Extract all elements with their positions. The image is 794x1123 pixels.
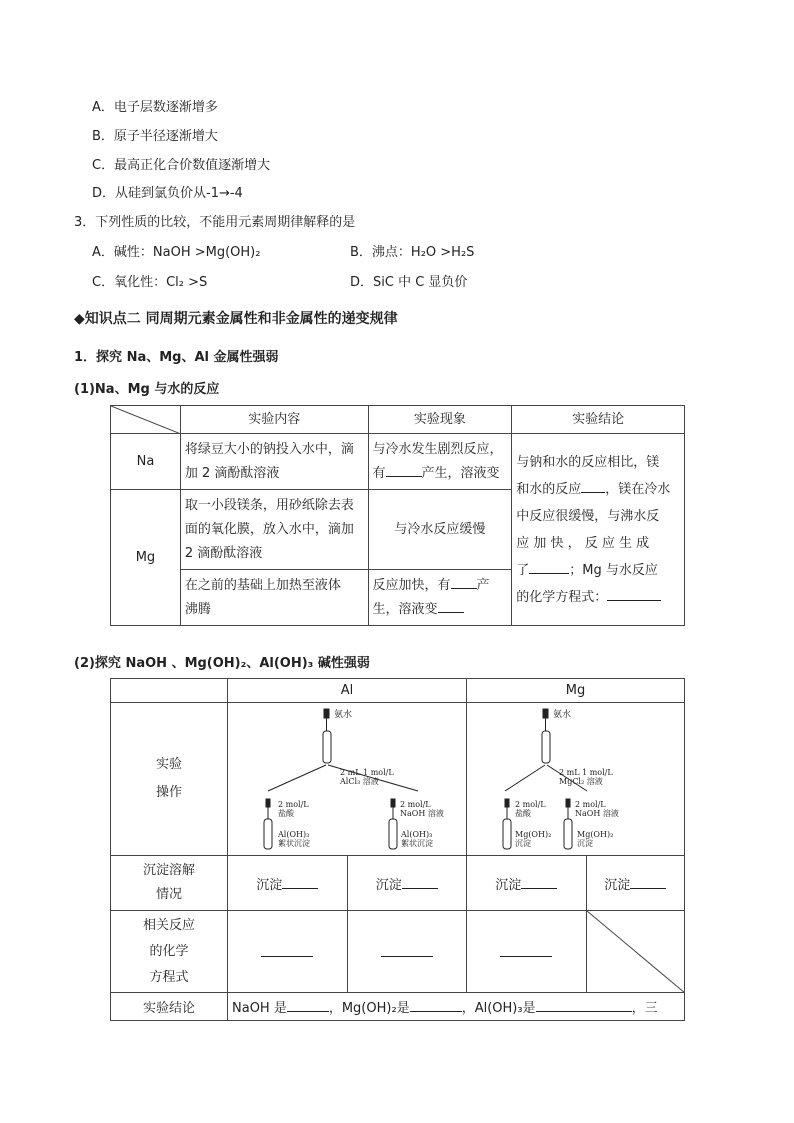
mg-hcl-dissolve: 沉淀 [467,856,587,911]
al-naoh-equation [347,911,467,993]
al-naoh-dissolve: 沉淀 [347,856,467,911]
mg-content-1-l1: 取一小段镁条，用砂纸除去表 [184,497,354,513]
mg-phen2-l1: 反应加快，有 产 [373,574,508,598]
dropper-bulb [324,709,329,718]
al-hcl-dissolve: 沉淀 [228,856,348,911]
row-label-equation [111,911,228,993]
left-product-a: Al(OH)₃ [278,830,310,839]
reagent-label: 氨水 [334,710,353,720]
q3-option-b: B．沸点：H₂O >H₂S [350,245,475,260]
solution-label-b: MgCl₂ 溶液 [559,777,603,786]
left-reagent-b: 盐酸 [278,809,294,818]
mg-naoh-dissolve: 沉淀 [586,856,684,911]
right-reagent-b: NaOH 溶液 [575,809,619,818]
blank[interactable] [529,560,569,574]
na-phen-line2: 有 产生，溶液变 [373,462,508,486]
row-label-op-l1: 实验 [155,757,182,772]
left-reagent-a: 2 mol/L [278,800,309,809]
mg-phenomenon-1: 与冷水反应缓慢 [368,490,512,570]
diagonal-header-cell [111,406,181,434]
right-reagent-a: 2 mol/L [575,800,606,809]
row-label-eq-l3: 方程式 [149,969,189,985]
conclusion-l1: 与钠和水的反应相比，镁 [516,454,660,470]
row-label-operation [111,703,228,856]
option-d: D．从硅到氯负价从-1→-4 [92,186,243,201]
al-hcl-equation [228,911,348,993]
blank[interactable] [521,875,557,889]
left-product-b: 沉淀 [515,839,531,848]
row-label-eq-l2: 的化学 [149,943,189,959]
na-phenomenon [368,434,512,490]
conclusion-text: NaOH 是 ，Mg(OH)₂是 ，Al(OH)₃是 ，三 [228,993,685,1021]
row-label-mg: Mg [111,490,181,626]
header-conclusion: 实验结论 [512,406,685,434]
conclusion-l6: 的化学方程式： [516,584,680,611]
q3-option-c: C．氧化性：Cl₂ >S [92,275,208,290]
diagonal-empty-cell [586,911,684,993]
solution-label-b: AlCl₃ 溶液 [340,777,379,786]
left-product-b: 絮状沉淀 [278,839,310,848]
option-c: C．最高正化合价数值逐渐增大 [92,158,271,173]
solution-label-a: 2 mL 1 mol/L [340,768,394,777]
right-product-a: Al(OH)₃ [401,830,433,839]
table-hydroxide-basicity [110,678,685,1021]
blank[interactable] [581,479,605,493]
mg-content-1-l2: 面的氧化膜，放入水中，滴加 [184,521,354,537]
mg-content-2-l1: 在之前的基础上加热至液体 [184,577,341,593]
test-tube [323,731,331,763]
blank[interactable] [451,575,477,589]
corner-cell [111,679,228,703]
mg-apparatus-diagram [467,703,684,851]
conclusion-l5: 了 ；Mg 与水反应 [516,557,680,584]
na-content-line2: 加 2 滴酚酞溶液 [184,465,280,481]
row-label-conclusion: 实验结论 [111,993,228,1021]
mg-phenomenon-2 [368,570,512,626]
section-heading: ◆知识点二 同周期元素金属性和非金属性的递变规律 [74,311,398,327]
blank[interactable] [500,943,552,957]
option-a: A．电子层数逐渐增多 [92,100,218,115]
na-content-line1: 将绿豆大小的钠投入水中，滴 [184,441,354,457]
row-label-dis-l2: 情况 [155,887,182,902]
blank[interactable] [386,463,422,477]
row-label-dissolve [111,856,228,911]
al-apparatus-diagram [228,703,466,851]
blank[interactable] [410,998,462,1012]
question-3-stem: 3．下列性质的比较，不能用元素周期律解释的是 [74,215,356,230]
na-phen-line1: 与冷水发生剧烈反应， [372,441,503,457]
conclusion-cell [512,434,685,626]
mg-content-2 [180,570,368,626]
q3-option-a: A．碱性：NaOH >Mg(OH)₂ [92,245,261,260]
header-content: 实验内容 [180,406,368,434]
reagent-label: 氨水 [553,710,572,720]
col-header-al: Al [228,679,467,703]
mg-content-1-l3: 2 滴酚酞溶液 [184,545,263,561]
blank[interactable] [381,943,433,957]
right-product-a: Mg(OH)₂ [577,830,614,839]
blank[interactable] [282,875,318,889]
col-header-mg: Mg [467,679,685,703]
conclusion-l3: 中反应很缓慢，与沸水反 [516,508,660,524]
al-diagram-cell [228,703,467,856]
right-reagent-b: NaOH 溶液 [400,809,444,818]
row-label-dis-l1: 沉淀溶解 [142,863,195,878]
blank[interactable] [287,998,329,1012]
header-phenomenon: 实验现象 [368,406,512,434]
row-label-eq-l1: 相关反应 [142,917,195,933]
right-reagent-a: 2 mol/L [400,800,431,809]
solution-label-a: 2 mL 1 mol/L [559,768,613,777]
table-na-mg-water [110,405,685,626]
conclusion-l2: 和水的反应 ，镁在冷水 [516,476,680,503]
left-reagent-b: 盐酸 [515,809,531,818]
na-content [180,434,368,490]
blank[interactable] [438,599,464,613]
mg-phen2-l2: 生，溶液变 [373,598,508,622]
mg-diagram-cell [467,703,685,856]
blank[interactable] [261,943,313,957]
q3-option-d: D．SiC 中 C 显负价 [350,275,468,290]
mg-content-2-l2: 沸腾 [184,601,211,617]
mg-hcl-equation [467,911,587,993]
row-label-op-l2: 操作 [155,785,182,800]
left-reagent-a: 2 mol/L [515,800,546,809]
left-product-a: Mg(OH)₂ [515,830,552,839]
blank[interactable] [536,998,632,1012]
subsection-1: 1．探究 Na、Mg、Al 金属性强弱 [74,350,279,365]
option-b: B．原子半径逐渐增大 [92,129,218,144]
blank[interactable] [630,875,666,889]
conclusion-l4: 应 加 快 ， 反 应 生 成 [516,535,650,551]
row-label-na: Na [111,434,181,490]
subsection-1b: (2)探究 NaOH 、Mg(OH)₂、Al(OH)₃ 碱性强弱 [74,656,370,671]
right-product-b: 絮状沉淀 [401,839,433,848]
right-product-b: 沉淀 [577,839,593,848]
blank[interactable] [402,875,438,889]
blank[interactable] [607,587,661,601]
subsection-1a: (1)Na、Mg 与水的反应 [74,382,220,397]
mg-content-1 [180,490,368,570]
